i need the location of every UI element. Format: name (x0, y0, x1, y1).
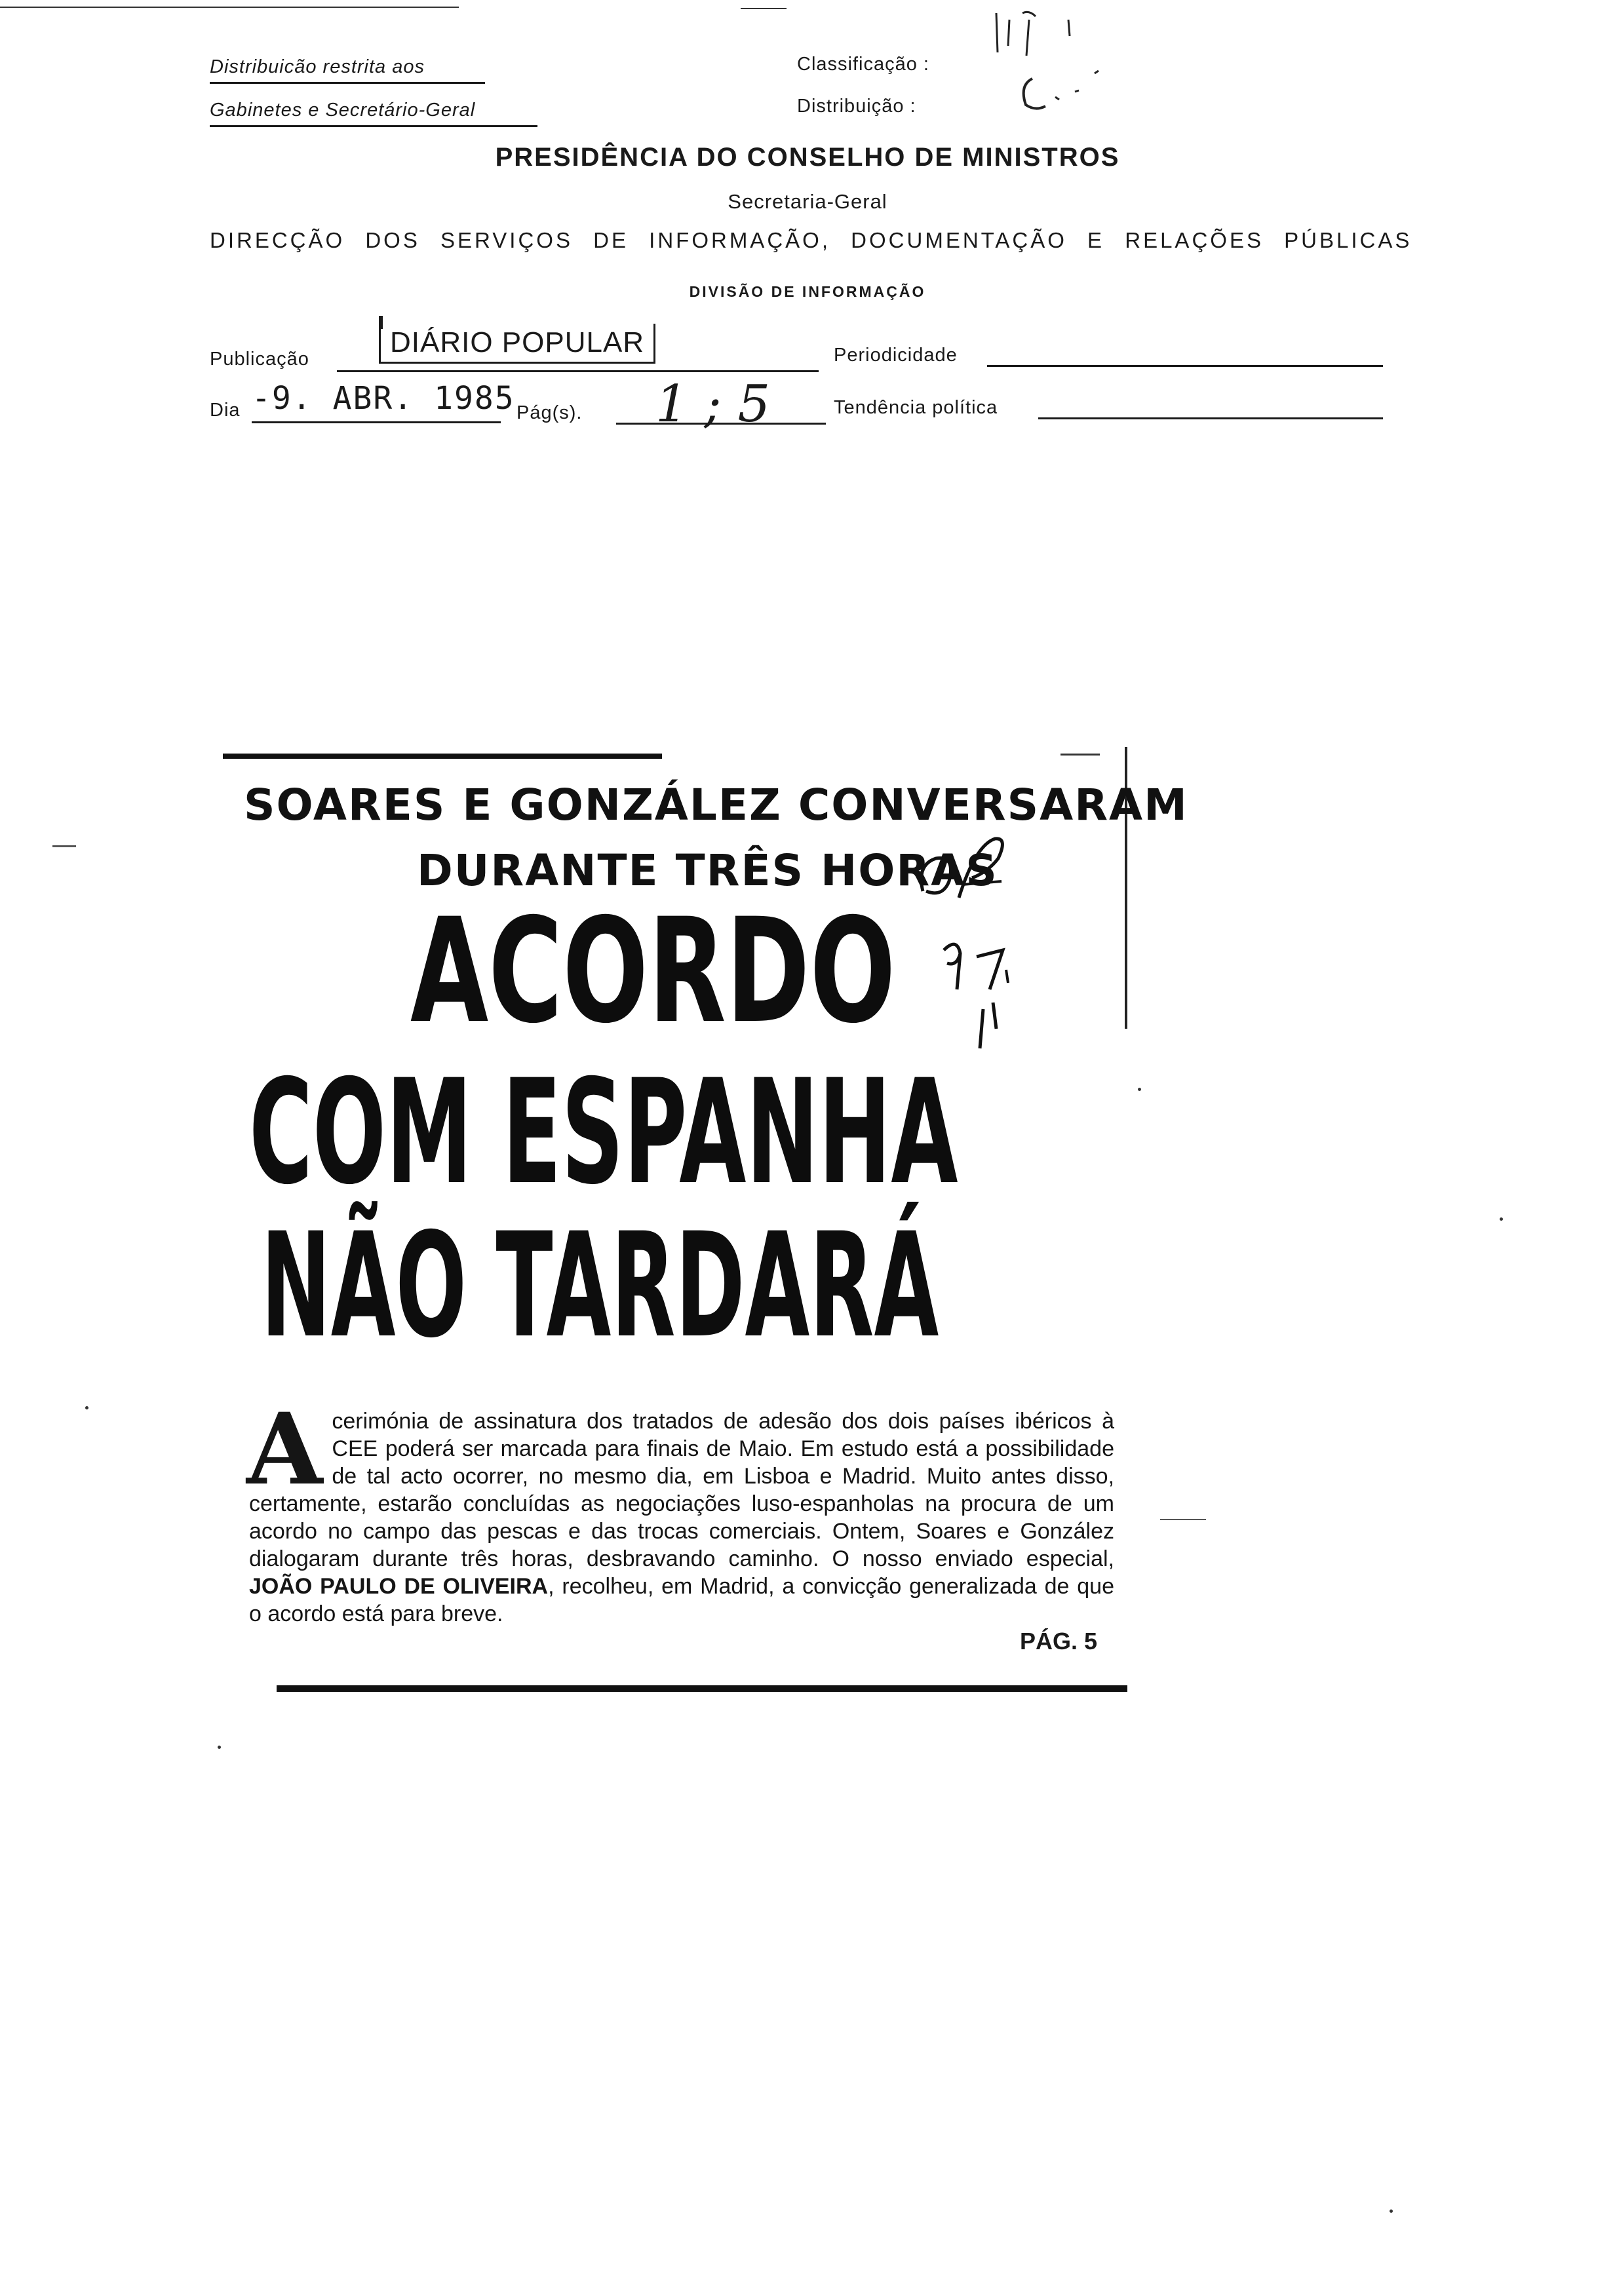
article-body-part-1: cerimónia de assinatura dos tratados de adesão dos dois países ibéricos à CEE poderá ser marcada para finais de Maio. Em estudo está a possibilidade de tal acto ocorrer, no mesmo dia, em Lisboa e Madrid. Muito antes disso, certamente, estarão concluídas as negociações luso-espanholas na procura de um acordo no campo das pescas e das trocas comerciais. Ontem, Soares e González dialogaram durante três horas, desbravando caminho. O nosso enviado especial, (249, 1409, 1114, 1571)
speck-dash-right (1160, 1519, 1206, 1520)
kicker-line-2: DURANTE TRÊS HORAS (417, 845, 998, 896)
pages-handwritten: 1 ; 5 (655, 375, 771, 434)
headline-line-3: NÃO TARDARÁ (261, 1202, 939, 1369)
day-stamp: -9. ABR. 1985 (252, 380, 515, 417)
top-rule (0, 7, 459, 8)
handwritten-mark-headline (931, 930, 1062, 1062)
clipping-bottom-rule (277, 1685, 1127, 1692)
speck-5 (1138, 1088, 1141, 1091)
distribution-label: Distribuição : (797, 96, 916, 117)
political-tendency-label: Tendência política (834, 397, 998, 418)
distribution-line-1: Distribuicão restrita aos (210, 56, 485, 84)
clipping-top-rule (223, 754, 662, 759)
publication-fill-line (337, 370, 819, 372)
handwritten-note-kicker (910, 819, 1060, 911)
periodicity-fill-line (987, 365, 1383, 367)
classification-label: Classificação : (797, 54, 929, 75)
secretariat-subtitle: Secretaria-Geral (728, 190, 887, 213)
headline-line-1: ACORDO (410, 887, 896, 1055)
speck-1 (1500, 1217, 1503, 1221)
presidency-title: PRESIDÊNCIA DO CONSELHO DE MINISTROS (495, 143, 1120, 172)
article-body (246, 1392, 1114, 1628)
day-label: Dia (210, 400, 241, 421)
speck-4 (1390, 2210, 1393, 2213)
directorate-title: DIRECÇÃO DOS SERVIÇOS DE INFORMAÇÃO, DOCUMENTAÇÃO E RELAÇÕES PÚBLICAS (210, 228, 1412, 252)
page-reference: PÁG. 5 (1020, 1628, 1098, 1655)
top-rule-dash (741, 8, 787, 9)
handwritten-mark-top-right (983, 0, 1140, 131)
periodicity-label: Periodicidade (834, 345, 958, 366)
day-fill-line (252, 421, 501, 423)
headline-line-2: COM ESPANHA (249, 1048, 958, 1216)
drop-cap: A (246, 1392, 323, 1507)
speck-dash-left (52, 845, 76, 847)
kicker-line-1: SOARES E GONZÁLEZ CONVERSARAM (244, 780, 1188, 830)
publication-label: Publicação (210, 349, 309, 370)
speck-2 (85, 1406, 88, 1409)
speck-3 (218, 1746, 221, 1749)
pages-label: Pág(s). (516, 402, 583, 423)
publication-stamp: DIÁRIO POPULAR (379, 324, 655, 364)
stamp-corner-mark (379, 316, 383, 329)
division-title: DIVISÃO DE INFORMAÇÃO (689, 283, 926, 300)
political-tendency-fill-line (1038, 417, 1383, 419)
clipping-top-rule-dash (1060, 754, 1100, 756)
article-author: JOÃO PAULO DE OLIVEIRA (249, 1574, 549, 1599)
article-body-part-2: , recolheu, em Madrid, a convicção generalizada de que o acordo está para breve. (249, 1574, 1114, 1626)
distribution-line-2: Gabinetes e Secretário-Geral (210, 100, 537, 127)
